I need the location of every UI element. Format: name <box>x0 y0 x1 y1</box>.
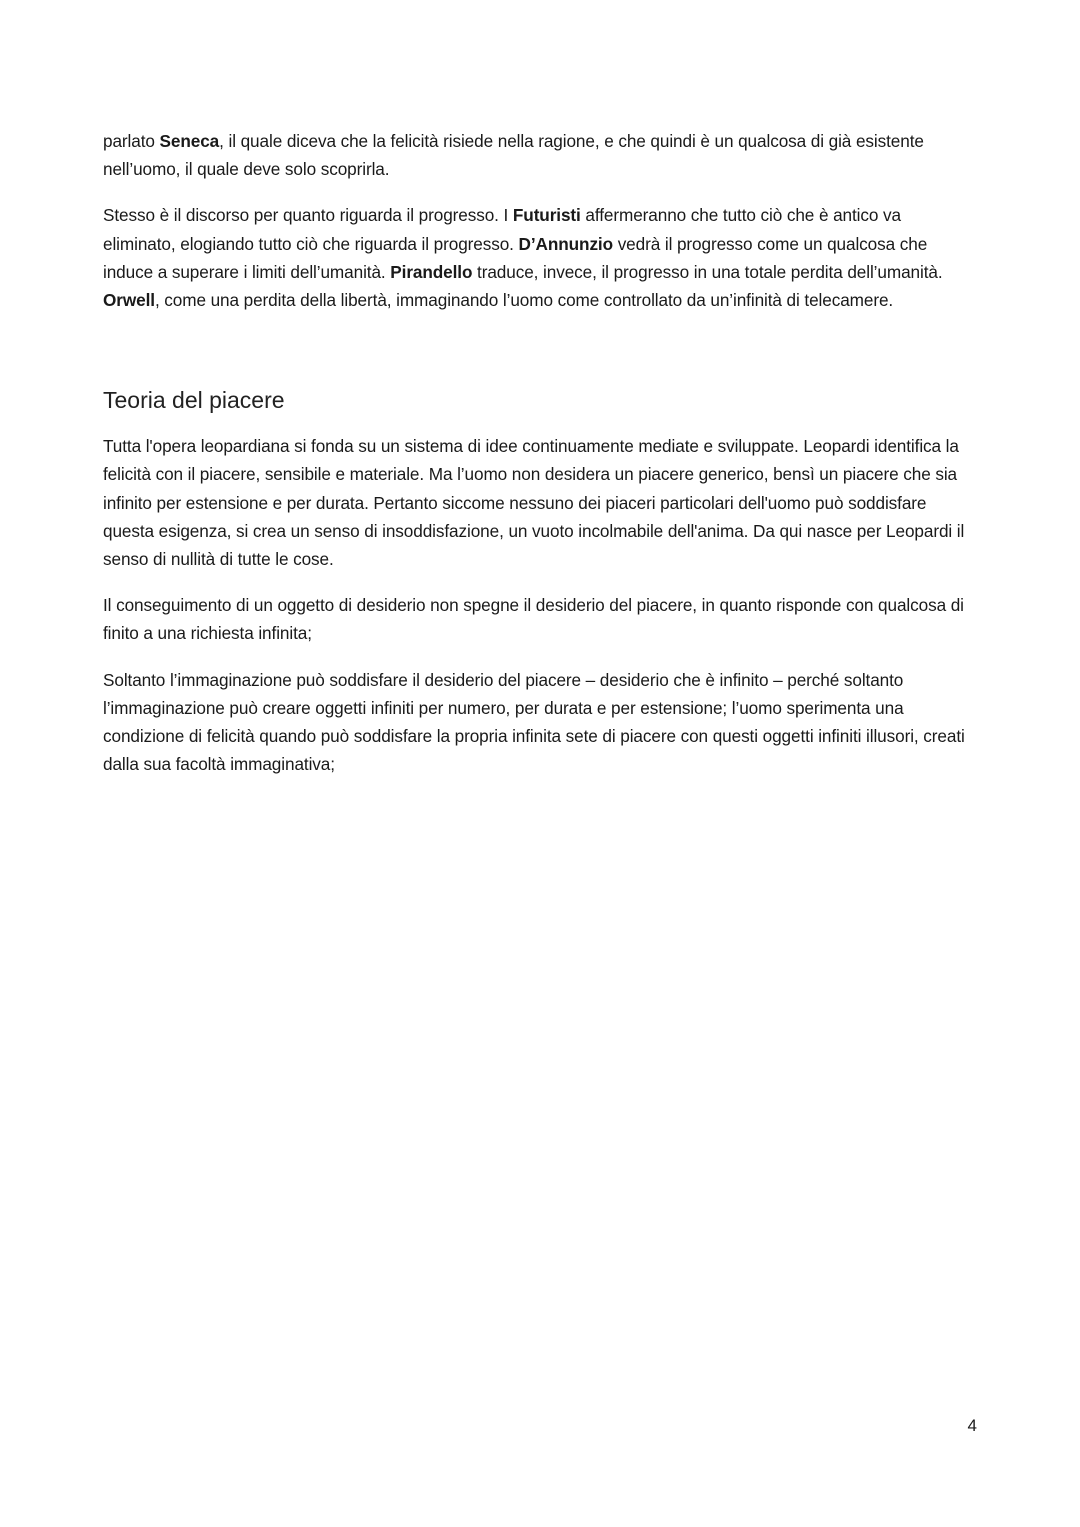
paragraph-text: Soltanto l’immaginazione può soddisfare il desiderio del piacere – desiderio che è infinito – perché soltanto l’immaginazione può creare oggetti infiniti per numero, per durata e per estensione; l’uomo sperimenta una condizione di felicità quando può soddisfare la propria infinita sete di piacere con questi oggetti infiniti illusori, creati dalla sua facoltà immaginativa; <box>103 669 965 775</box>
bold-name-text: Pirandello <box>390 261 473 282</box>
paragraph-text: , come una perdita della libertà, immaginando l’uomo come controllato da un’infinità di telecamere. <box>154 290 894 311</box>
paragraph-text: parlato <box>103 131 160 151</box>
paragraph-text: Stesso è il discorso per quanto riguarda il progresso. I <box>103 205 513 226</box>
bold-name-text: Futuristi <box>512 205 581 226</box>
section-heading: Teoria del piacere <box>103 387 285 414</box>
paragraph-text: vedrà il progresso come un qualcosa che induce a superare i limiti dell’umanità. <box>103 233 928 282</box>
bold-name-text: Seneca <box>159 131 220 151</box>
paragraph <box>103 666 978 779</box>
paragraph-text: traduce, invece, il progresso in una totale perdita dell’umanità. <box>472 261 943 282</box>
intro-paragraphs <box>103 127 978 314</box>
paragraph-text: Tutta l'opera leopardiana si fonda su un sistema di idee continuamente mediate e sviluppate. Leopardi identifica la felicità con il piacere, sensibile e materiale. Ma l’uomo non desidera un piacere generico, bensì un piacere che sia infinito per estensione e per durata. Pertanto siccome nessuno dei piaceri particolari dell'uomo può soddisfare questa esigenza, si crea un senso di insoddisfazione, un vuoto incolmabile dell'anima. Da qui nasce per Leopardi il senso di nullità di tutte le cose. <box>103 436 965 570</box>
page-content <box>103 127 978 796</box>
paragraph <box>103 201 978 314</box>
paragraph-text: , il quale diceva che la felicità risiede nella ragione, e che quindi è un qualcosa di già esistente nell’uomo, il quale deve solo scoprirla. <box>103 131 924 180</box>
bold-name-text: Orwell <box>103 290 155 311</box>
page-number: 4 <box>967 1416 977 1435</box>
paragraph <box>103 127 978 183</box>
section-spacer <box>103 332 978 384</box>
paragraph <box>103 432 978 573</box>
paragraph-text: Il conseguimento di un oggetto di desiderio non spegne il desiderio del piacere, in quanto risponde con qualcosa di finito a una richiesta infinita; <box>103 595 964 644</box>
paragraph <box>103 591 978 647</box>
section-paragraphs <box>103 432 978 778</box>
paragraph-text: affermeranno che tutto ciò che è antico va eliminato, elogiando tutto ciò che riguarda il progresso. <box>103 205 901 254</box>
bold-name-text: D’Annunzio <box>518 233 614 254</box>
